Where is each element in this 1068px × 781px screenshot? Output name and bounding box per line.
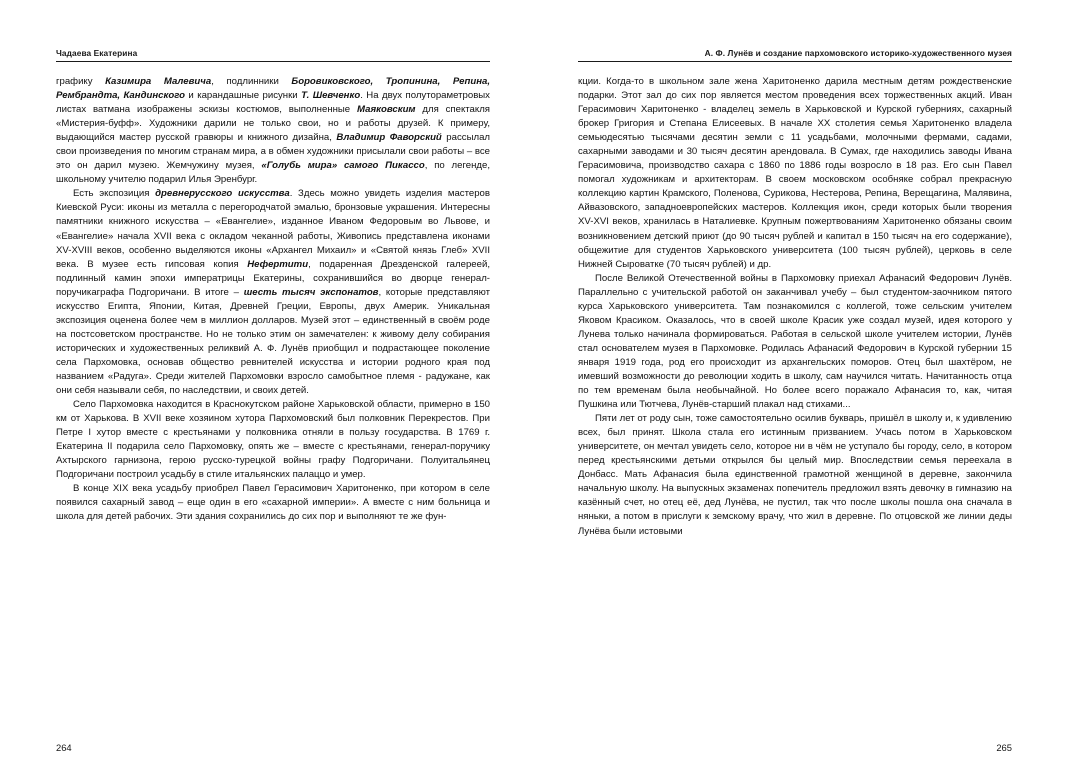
header-rule-right xyxy=(578,61,1012,62)
header-rule-left xyxy=(56,61,490,62)
paragraph: кции. Когда-то в школьном зале жена Харитоненко дарила местным детям рождественские подарки. Этот зал до сих пор является местом проведения всех торжественных акций. Иван Герасимович Харитоненко - владелец земель в Харьковской и Курской губерниях, сахарный брокер Григория и Степана Елисеевых. В начале XX столетия семья Харитоненко владела семьюдесятью тысячами десятин земли с 11 усадьбами, молочными фермами, садами, сахарными заводами и 30 тысяч десятин арендовала. В Сумах, где находились заводы Ивана Герасимовича, производство сахара с 1860 по 1886 годы возросло в 18 раз. Его сын Павел помогал художникам и архитекторам. В своем московском особняке собрал прекрасную коллекцию картин Крамского, Поленова, Сурикова, Нестерова, Репина, Верещагина, Малявина, Айвазовского, западноевропейских мастеров. Коллекция икон, среди которых были творения XV-XVI веков, хранилась в Наталиевке. Крупным пожертвованиям Харитоненко обязаны своим возникновением детский приют (до 90 тысяч рублей и капитал в 150 тысяч на его содержание), общежитие для студентов Харьковского университета (100 тысяч рублей), церковь в селе Нижней Сыроватке (70 тысяч рублей) и др. xyxy=(578,76,1012,270)
running-head-right: А. Ф. Лунёв и создание пархомовского историко-художественного музея xyxy=(704,48,1012,58)
paragraph: графику Казимира Малевича, подлинники Боровиковского, Тропинина, Репина, Рембрандта, Кандинского и карандашные рисунки Т. Шевченко. На двух полутораметровых листах ватмана изображены эскизы костюмов, выполненные Маяковским для спектакля «Мистерия-буфф». Художники дарили не только свои, но и работы друзей. К примеру, выдающийся мастер русской гравюры и книжного дизайна, Владимир Фаворский рассылал свои произведения по многим странам мира, а в обмен художники присылали свои работы – все это он дарил музею. Жемчужину музея, «Голубь мира» самого Пикассо, по легенде, школьному учителю подарил Илья Эренбург. xyxy=(56,76,490,186)
page-number-left: 264 xyxy=(56,742,72,753)
paragraph: В конце XIX века усадьбу приобрел Павел Герасимович Харитоненко, при котором в селе появился сахарный завод – еще один в его «сахарной империи». А вместе с ним больница и школа для детей рабочих. Эти здания сохранились до сих пор и выполняют те же фун- xyxy=(56,483,490,523)
body-text-right xyxy=(578,75,1012,539)
paragraph: Есть экспозиция древнерусского искусства. Здесь можно увидеть изделия мастеров Киевской Руси: иконы из металла с перегородчатой эмалью, бронзовые украшения. Интересны памятники книжного искусства – «Евангелие», изданное Иваном Федоровым во Львове, и «Евангелие» начала XVII века с окладом чеканной работы, Живопись представлена иконами XV-XVIII веков, особенно выделяются иконы «Архангел Михаил» и «Святой князь Глеб» XVII века. В музее есть гипсовая копия Нефертити, подаренная Дрезденской галереей, подлинный камин эпохи императрицы Екатерины, сохранившийся во дворце генерал-поручикаграфа Подгоричани. В итоге – шесть тысяч экспонатов, которые представляют искусство Египта, Японии, Китая, Древней Греции, Европы, двух Америк. Уникальная экспозиция оценена более чем в миллион долларов. Музей этот – единственный в своём роде на постсоветском пространстве. Но не только этим он замечателен: к живому делу собирания исторических и художественных реликвий А. Ф. Лунёв приобщил и подрастающее поколение села Пархомовка, основав общество ревнителей искусства и истории родного края под названием «Радуга». Среди жителей Пархомовки взросло самобытное племя - радужане, как они себя называли себя, по наследствии, и своих детей. xyxy=(56,188,490,397)
page-right xyxy=(534,0,1068,781)
running-head-left: Чадаева Екатерина xyxy=(56,48,138,58)
body-text-left xyxy=(56,75,490,525)
paragraph: Село Пархомовка находится в Краснокутском районе Харьковской области, примерно в 150 км от Харькова. В XVII веке хозяином хутора Пархомовский был полковник Перекрестов. При Петре I хутор вместе с крестьянами у полковника отняли в пользу государства. В 1769 г. Екатерина II подарила село Пархомовку, опять же – вместе с крестьянами, генерал-поручику Ахтырского гарнизона, герою русско-турецкой войны графу Подгоричани. Полуитальянец Подгоричани построил усадьбу в стиле итальянских палаццо и умер. xyxy=(56,399,490,481)
paragraph: После Великой Отечественной войны в Пархомовку приехал Афанасий Федорович Лунёв. Параллельно с учительской работой он заканчивал учебу – был студентом-заочником пятого курса Харьковского университета. Там познакомился с коллегой, тоже сельским учителем Яковом Красиком. Оказалось, что в своей школе Красик уже создал музей, идея которого у Лунева только начинала формироваться. Работая в сельской школе учителем истории, Лунёв стал основателем музея в Пархомовке. Родилась Афанасий Федорович в Курской губернии 15 января 1919 года, род его происходит из архангельских поморов. Отец был шахтёром, не имевший возможности до революции ходить в школу, сам научился читать. Начитанность отца по тем временам была необычайной. Но более всего поражало Афанасия то, как, читая Пушкина или Тютчева, Лунёв-старший плакал над стихами... xyxy=(578,272,1012,411)
paragraph: Пяти лет от роду сын, тоже самостоятельно осилив букварь, пришёл в школу и, к удивлению всех, был принят. Школа стала его истинным призванием. Учась потом в Харьковском университете, он мечтал увидеть село, которое ни в чём не уступало бы городу, село, в котором перед крестьянскими детьми открылся бы целый мир. Впоследствии семья переехала в Донбасс. Мать Афанасия была единственной грамотной женщиной в деревне, закончила начальную школу. На выпускных экзаменах попечитель предложил взять девочку в гимназию на казённый счет, но отец её, дед Лунёва, не пустил, так что после школы пошла она сначала в няньки, а потом в прислуги к земскому врачу, что жил в деревне. По отцовской же линии деды Лунёва были истовыми xyxy=(578,413,1012,537)
page-number-right: 265 xyxy=(996,742,1012,753)
